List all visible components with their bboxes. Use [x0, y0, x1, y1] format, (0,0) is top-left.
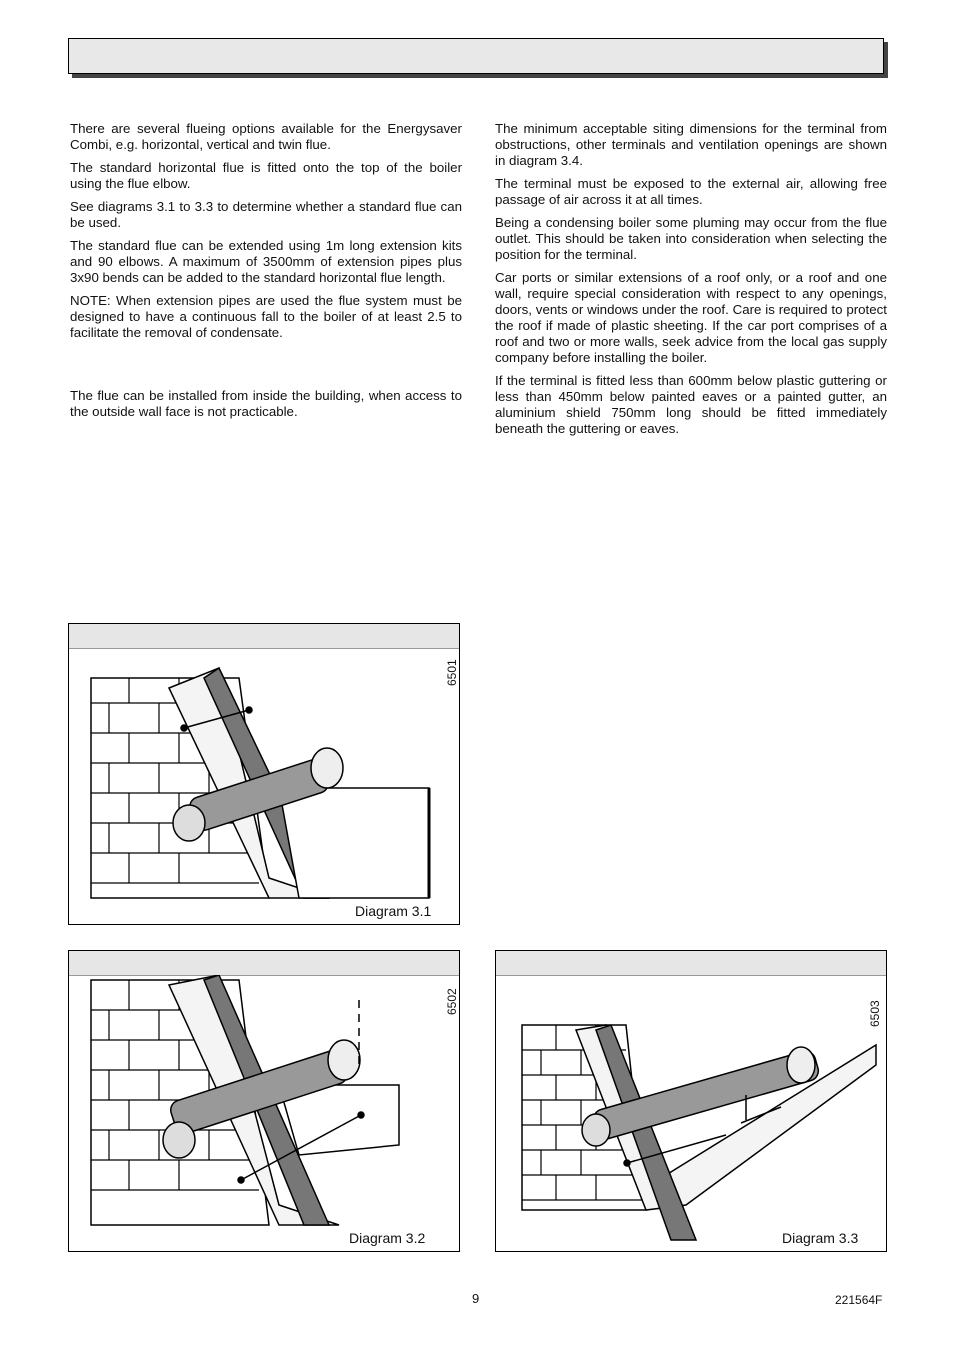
- paragraph: The terminal must be exposed to the external air, allowing free passage of air across it at all times.: [495, 176, 887, 207]
- section-header-bar: [68, 38, 884, 74]
- note-paragraph: NOTE: When extension pipes are used the flue system must be designed to have a continuous fall to the boiler of at least 2.5 to facilitate the removal of condensate.: [70, 293, 462, 340]
- document-code: 221564F: [835, 1293, 883, 1307]
- paragraph: The flue can be installed from inside the building, when access to the outside wall face is not practicable.: [70, 388, 462, 419]
- flue-illustration: [69, 975, 459, 1251]
- diagram-3-1: [68, 623, 460, 925]
- paragraph: Car ports or similar extensions of a roof only, or a roof and one wall, require special consideration with respect to any openings, doors, vents or windows under the roof. Care is required to protect the roof if made of plastic sheeting. If the car port comprises of a roof and two or more walls, seek advice from the local gas supply company before installing the boiler.: [495, 270, 887, 365]
- diagram-header: [496, 951, 886, 976]
- diagram-caption: Diagram 3.1: [355, 903, 432, 919]
- paragraph: Being a condensing boiler some pluming may occur from the flue outlet. This should be taken into consideration when selecting the position for the terminal.: [495, 215, 887, 262]
- left-text-column: [70, 121, 462, 427]
- right-text-column: [495, 121, 887, 444]
- paragraph: The standard flue can be extended using 1m long extension kits and 90 elbows. A maximum of 3500mm of extension pipes plus 3x90 bends can be added to the standard horizontal flue length.: [70, 238, 462, 285]
- diagram-header: [69, 624, 459, 649]
- diagram-caption: Diagram 3.2: [349, 1230, 426, 1246]
- diagram-code: 6502: [445, 988, 459, 1015]
- paragraph: See diagrams 3.1 to 3.3 to determine whether a standard flue can be used.: [70, 199, 462, 230]
- paragraph: The standard horizontal flue is fitted onto the top of the boiler using the flue elbow.: [70, 160, 462, 191]
- flue-illustration: [69, 648, 459, 924]
- paragraph: The minimum acceptable siting dimensions for the terminal from obstructions, other terminals and ventilation openings are shown in diagram 3.4.: [495, 121, 887, 168]
- page-number: 9: [472, 1291, 480, 1306]
- paragraph: There are several flueing options available for the Energysaver Combi, e.g. horizontal, vertical and twin flue.: [70, 121, 462, 152]
- diagram-header: [69, 951, 459, 976]
- diagram-3-2: [68, 950, 460, 1252]
- diagram-code: 6501: [445, 659, 459, 686]
- diagram-3-3: [495, 950, 887, 1252]
- diagram-code: 6503: [868, 1000, 882, 1027]
- diagram-caption: Diagram 3.3: [782, 1230, 859, 1246]
- flue-illustration: [496, 975, 886, 1251]
- paragraph: If the terminal is fitted less than 600mm below plastic guttering or less than 450mm below painted eaves or a painted gutter, an aluminium shield 750mm long should be fitted immediately beneath the guttering or eaves.: [495, 373, 887, 436]
